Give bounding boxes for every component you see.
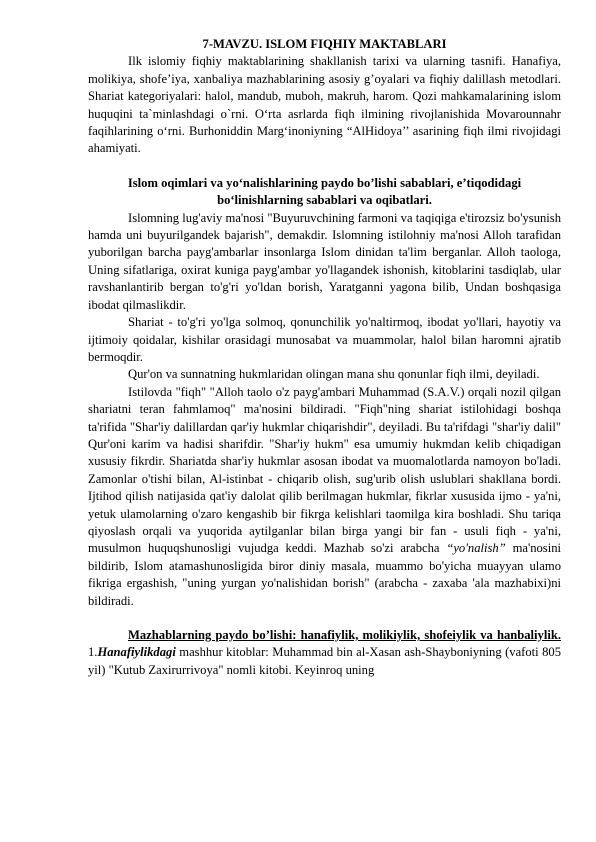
spacer <box>88 610 561 627</box>
istilovda-text-end: ma'nosini bildirib, Islom atamashunosligida biror diniy masala, muammo bo'yicha muayyan ulamo fikriga ergashish, "uning yurgan yo'nalishidan borish" (arabcha - zaxaba 'ala mazhabixi)ni bildiradi. <box>88 541 562 608</box>
istilovda-italic: “yo'nalish” <box>446 541 506 556</box>
istilovda-text: Istilovda "fiqh" "Alloh taolo o'z payg'ambari Muhammad (S.A.V.) orqali nozil qilgan shariatni teran fahmlamoq" ma'nosini bildiradi. "Fiqh"ning shariat istilohidagi boshqa ta'rifida "Shar'iy dalillardan qar'iy hukmlar chiqarishdir", deyiladi. Bu ta'rifdagi "shar'iy dalil" Qur'oni karim va hadisi sharifdir. "Shar'iy hukm" esa umumiy hukmdan kelib chiqadigan xususiy fikrdir. Shariatda shar'iy hukmlar asosan ibodat va muomalotlarda namoyon bo'ladi. Zamonlar o'tishi bilan, Al-istinbat - chiqarib olish, sug'urib olish uslublari shakllana bordi. Ijtihod qilish natijasida qat'iy dalolat qilib berilmagan hukmlar, fikrlar xususida ijmo - ya'ni, yetuk ulamolarning o'zaro kengashib bir fikrga kelishlari taomilga kira boshladi. Shu tariqa qiyoslash orqali va yuqorida aytilganlar bilan birga yangi bir fan - usuli fiqh - ya'ni, musulmon huquqshunosligi vujudga keddi. Mazhab so'zi arabcha <box>88 384 561 556</box>
section-heading: Islom oqimlari va yo‘nalishlarining paydo bo’lishi sabablari, e’tiqodidagi bo‘linishlarning sabablari va oqibatlari. <box>127 175 522 208</box>
paragraph-mazhablar <box>88 627 561 679</box>
document-page <box>88 36 561 679</box>
spacer <box>88 158 561 175</box>
mazhablar-text: mashhur kitoblar: Muhammad bin al-Xasan ash-Shayboniyning (vafoti 805 yil) "Kutub Zaxirurrivoya" nomli kitobi. Keyinroq uning <box>88 645 561 677</box>
paragraph-shariat: Shariat - to'g'ri yo'lga solmoq, qonunchilik yo'naltirmoq, ibodat yo'llari, hayotiy va ijtimoiy qoidalar, kishilar orasidagi munosabat va muammolar, halol bilan haromni ajratib bermoqdir. <box>88 315 561 364</box>
page-title: 7-MAVZU. ISLOM FIQHIY MAKTABLARI <box>202 37 447 51</box>
list-number: 1. <box>88 645 98 660</box>
paragraph-quron: Qur'on va sunnatning hukmlaridan olingan mana shu qonunlar fiqh ilmi, deyiladi. <box>128 367 540 382</box>
mazhablar-heading: Mazhablarning paydo bo’lishi: hanafiylik, molikiylik, shofeiylik va hanbaliylik. <box>128 628 561 642</box>
paragraph-islom: Islomning lug'aviy ma'nosi "Buyuruvchining farmoni va taqiqiga e'tirozsiz bo'ysunish hamda uni buyurilgandek bajarish", demakdir. Islomning istilohniy ma'nosi Alloh tarafidan yuborilgan barcha payg'ambarlar insonlarga Islom dinidan ta'lim berganlar. Alloh taologa, Uning sifatlariga, oxirat kuniga payg'ambar yo'llagandek ishonish, kitoblarini tasdiqlab, ular ravshanlantirib bergan to'g'ri yo'ldan borish, Yaratganni yagona bilib, Undan boshqasiga ibodat qilmaslikdir. <box>88 210 561 312</box>
paragraph-istilovda <box>88 384 561 610</box>
intro-paragraph: Ilk islomiy fiqhiy maktablarining shakllanish tarixi va ularning tasnifi. Hanafiya, molikiya, shofe’iya, xanbaliya mazhablarining asosiy g’oyalari va fiqhiy dalillash metodlari. Shariat kategoriyalari: halol, mandub, muboh, makruh, harom. Qozi mahkamalarining islom huquqini ta`minlashdagi o`rni. O‘rta asrlarda fiqh ilmining rivojlanishida Movarounnahr faqihlarining o‘rni. Burhoniddin Marg‘inoniyning “AlHidoya’’ asarining fiqh ilmi rivojidagi ahamiyati. <box>88 54 561 156</box>
hanafiylik-term: Hanafiylikdagi <box>97 645 176 660</box>
